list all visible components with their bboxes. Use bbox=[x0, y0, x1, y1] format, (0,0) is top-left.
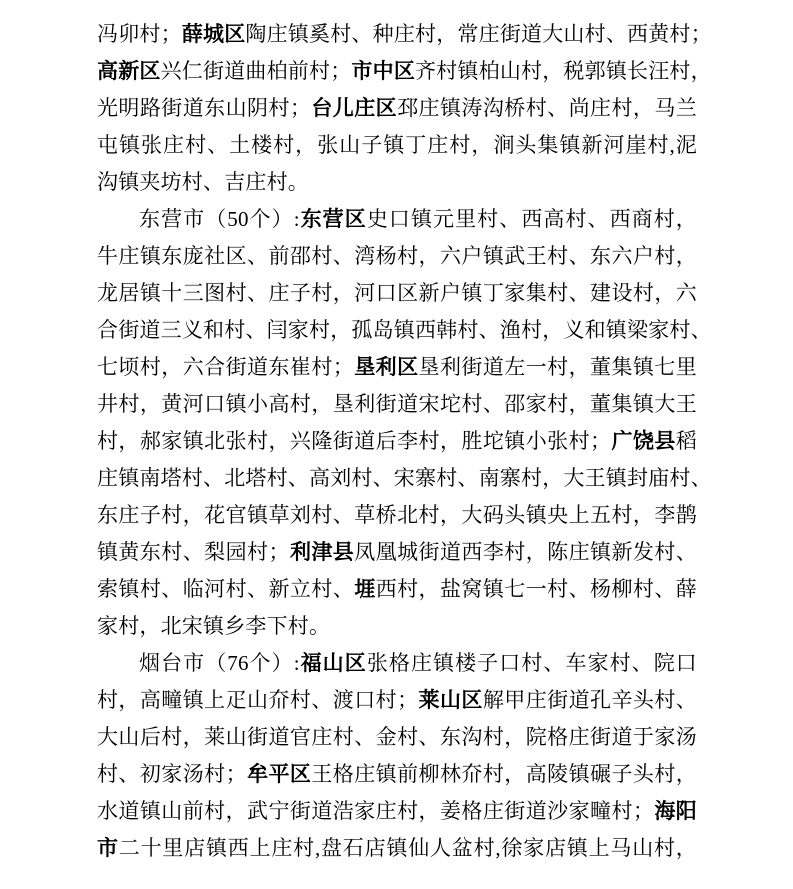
village-list-text: 屯镇张庄村、土楼村，张山子镇丁庄村，涧头集镇新河崖村,泥 bbox=[97, 133, 697, 157]
village-list-text: 东庄子村，花官镇草刘村、草桥北村，大码头镇央上五村，李鹊 bbox=[97, 503, 697, 527]
document-line bbox=[97, 312, 712, 349]
district-name-bold: 市 bbox=[97, 836, 119, 860]
document-line bbox=[97, 534, 697, 571]
village-list-text: 井村，黄河口镇小高村，垦利街道宋坨村、邵家村，董集镇大王 bbox=[97, 392, 697, 416]
village-list-text: 庄镇南塔村、北塔村、高刘村、宋寨村、南寨村，大王镇封庙村、 bbox=[97, 466, 712, 490]
district-name-bold: 海阳 bbox=[654, 799, 697, 823]
document-line bbox=[97, 164, 697, 201]
village-list-text: 张格庄镇楼子口村、车家村、院口 bbox=[366, 651, 698, 675]
district-name-bold: 垦利区 bbox=[354, 355, 419, 379]
document-line bbox=[97, 238, 697, 275]
document-line bbox=[97, 127, 697, 164]
district-name-bold: 堐 bbox=[354, 577, 376, 601]
village-list-text: 史口镇元里村、西高村、西商村， bbox=[366, 207, 698, 231]
village-list-text: 解甲庄街道孔辛头村、 bbox=[482, 688, 697, 712]
document-line bbox=[97, 756, 697, 793]
district-name-bold: 台儿庄区 bbox=[311, 96, 398, 120]
district-name-bold: 利津县 bbox=[289, 540, 355, 564]
village-list-text: 沟镇夹坊村、吉庄村。 bbox=[97, 170, 309, 194]
village-list-text: 牛庄镇东庞社区、前邵村、湾杨村，六户镇武王村、东六户村， bbox=[97, 244, 697, 268]
document-line bbox=[97, 608, 697, 645]
village-list-text: 稻 bbox=[675, 429, 697, 453]
district-name-bold: 高新区 bbox=[97, 59, 161, 83]
village-list-text: 光明路街道东山阴村； bbox=[97, 96, 312, 120]
village-list-text: 大山后村，莱山街道官庄村、金村、东沟村，院格庄街道于家汤 bbox=[97, 725, 697, 749]
village-list-text: 邳庄镇涛沟桥村、尚庄村，马兰 bbox=[397, 96, 697, 120]
document-line bbox=[97, 349, 697, 386]
document-line bbox=[97, 53, 712, 90]
village-list-text: 王格庄镇前柳林夼村，高陵镇碾子头村， bbox=[311, 762, 697, 786]
document-line bbox=[97, 201, 697, 238]
document-line bbox=[97, 497, 697, 534]
village-list-text: 二十里店镇西上庄村,盘石店镇仙人盆村,徐家店镇上马山村， bbox=[118, 836, 697, 860]
document-line bbox=[97, 719, 697, 756]
village-list-text: 村、初家汤村； bbox=[97, 762, 247, 786]
document-line bbox=[97, 682, 697, 719]
district-name-bold: 薛城区 bbox=[181, 22, 246, 46]
village-list-text: 齐村镇柏山村，税郭镇长汪村， bbox=[415, 59, 712, 83]
district-name-bold: 广饶县 bbox=[611, 429, 676, 453]
village-list-text: 镇黄东村、梨园村； bbox=[97, 540, 290, 564]
village-list-text: 村，郝家镇北张村，兴隆街道后李村，胜坨镇小张村； bbox=[97, 429, 612, 453]
village-list-text: 西村，盐窝镇七一村、杨柳村、薛 bbox=[375, 577, 697, 601]
document-line bbox=[97, 645, 697, 682]
village-list-text: 村，高疃镇上疋山夼村、渡口村； bbox=[97, 688, 419, 712]
district-name-bold: 莱山区 bbox=[418, 688, 483, 712]
district-name-bold: 福山区 bbox=[299, 651, 367, 675]
document-line bbox=[97, 275, 697, 312]
village-list-text: 七顷村，六合街道东崔村； bbox=[97, 355, 354, 379]
village-list-text: 东营市（50个）: bbox=[139, 207, 300, 231]
district-name-bold: 市中区 bbox=[351, 59, 416, 83]
document-line bbox=[97, 793, 697, 830]
village-list-text: 陶庄镇奚村、种庄村，常庄街道大山村、西黄村； bbox=[245, 22, 712, 46]
document-line bbox=[97, 90, 697, 127]
village-list-text: 烟台市（76个）: bbox=[139, 651, 300, 675]
document-line bbox=[97, 16, 712, 53]
village-list-text: 合街道三义和村、闫家村，孤岛镇西韩村、渔村，义和镇梁家村、 bbox=[97, 318, 712, 342]
village-list-text: 凤凰城街道西李村，陈庄镇新发村、 bbox=[354, 540, 697, 564]
document-line bbox=[97, 571, 697, 608]
district-name-bold: 牟平区 bbox=[246, 762, 312, 786]
document-line bbox=[97, 830, 697, 867]
document-line bbox=[97, 386, 697, 423]
village-list-text: 家村，北宋镇乡李下村。 bbox=[97, 614, 331, 638]
village-list-text: 索镇村、临河村、新立村、 bbox=[97, 577, 355, 601]
village-list-text: 冯卯村； bbox=[97, 22, 182, 46]
document-text bbox=[97, 16, 712, 867]
village-list-text: 龙居镇十三图村、庄子村，河口区新户镇丁家集村、建设村，六 bbox=[97, 281, 697, 305]
village-list-text: 垦利街道左一村，董集镇七里 bbox=[418, 355, 697, 379]
village-list-text: 水道镇山前村，武宁街道浩家庄村，姜格庄街道沙家疃村； bbox=[97, 799, 655, 823]
district-name-bold: 东营区 bbox=[299, 207, 367, 231]
village-list-text: 兴仁街道曲柏前村； bbox=[160, 59, 352, 83]
document-line bbox=[97, 423, 697, 460]
document-line bbox=[97, 460, 712, 497]
